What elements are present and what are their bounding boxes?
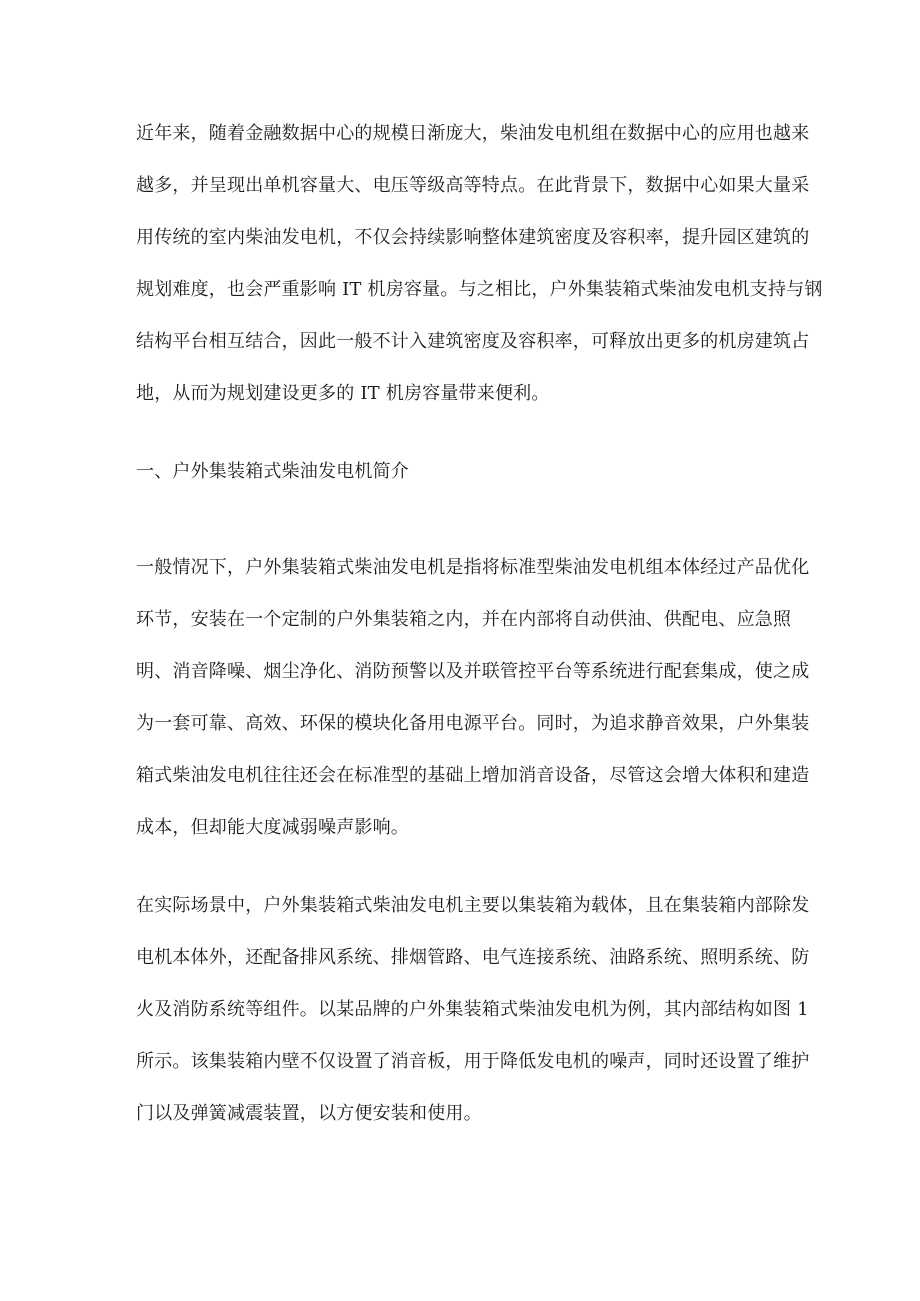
paragraph-2-line-6: 成本，但却能大度减弱噪声影响。 <box>136 817 409 838</box>
paragraph-2-line-5: 箱式柴油发电机往往还会在标准型的基础上增加消音设备，尽管这会增大体积和建造 <box>136 765 810 786</box>
paragraph-1-line-1: 近年来，随着金融数据中心的规模日渐庞大，柴油发电机组在数据中心的应用也越来 <box>136 123 810 144</box>
paragraph-3-line-5: 门以及弹簧减震装置，以方便安装和使用。 <box>136 1103 482 1124</box>
paragraph-1-line-4: 规划难度，也会严重影响 IT 机房容量。与之相比，户外集装箱式柴油发电机支持与钢 <box>136 279 823 300</box>
paragraph-1-line-5: 结构平台相互结合，因此一般不计入建筑密度及容积率，可释放出更多的机房建筑占 <box>136 331 810 352</box>
paragraph-3-line-1: 在实际场景中，户外集装箱式柴油发电机主要以集装箱为载体，且在集装箱内部除发 <box>136 895 810 916</box>
paragraph-3-line-3: 火及消防系统等组件。以某品牌的户外集装箱式柴油发电机为例，其内部结构如图 1 <box>136 999 809 1020</box>
paragraph-2-line-1: 一般情况下，户外集装箱式柴油发电机是指将标准型柴油发电机组本体经过产品优化 <box>136 557 810 578</box>
paragraph-2-line-3: 明、消音降噪、烟尘净化、消防预警以及并联管控平台等系统进行配套集成，使之成 <box>136 661 810 682</box>
paragraph-2-line-4: 为一套可靠、高效、环保的模块化备用电源平台。同时，为追求静音效果，户外集装 <box>136 713 810 734</box>
section-heading: 一、户外集装箱式柴油发电机简介 <box>136 461 409 482</box>
paragraph-3-line-4: 所示。该集装箱内壁不仅设置了消音板，用于降低发电机的噪声，同时还设置了维护 <box>136 1051 810 1072</box>
paragraph-1-line-2: 越多，并呈现出单机容量大、电压等级高等特点。在此背景下，数据中心如果大量采 <box>136 175 810 196</box>
paragraph-2-line-2: 环节，安装在一个定制的户外集装箱之内，并在内部将自动供油、供配电、应急照 <box>136 609 792 630</box>
paragraph-1-line-3: 用传统的室内柴油发电机，不仅会持续影响整体建筑密度及容积率，提升园区建筑的 <box>136 227 810 248</box>
paragraph-3-line-2: 电机本体外，还配备排风系统、排烟管路、电气连接系统、油路系统、照明系统、防 <box>136 947 810 968</box>
paragraph-1-line-6: 地，从而为规划建设更多的 IT 机房容量带来便利。 <box>136 383 550 404</box>
